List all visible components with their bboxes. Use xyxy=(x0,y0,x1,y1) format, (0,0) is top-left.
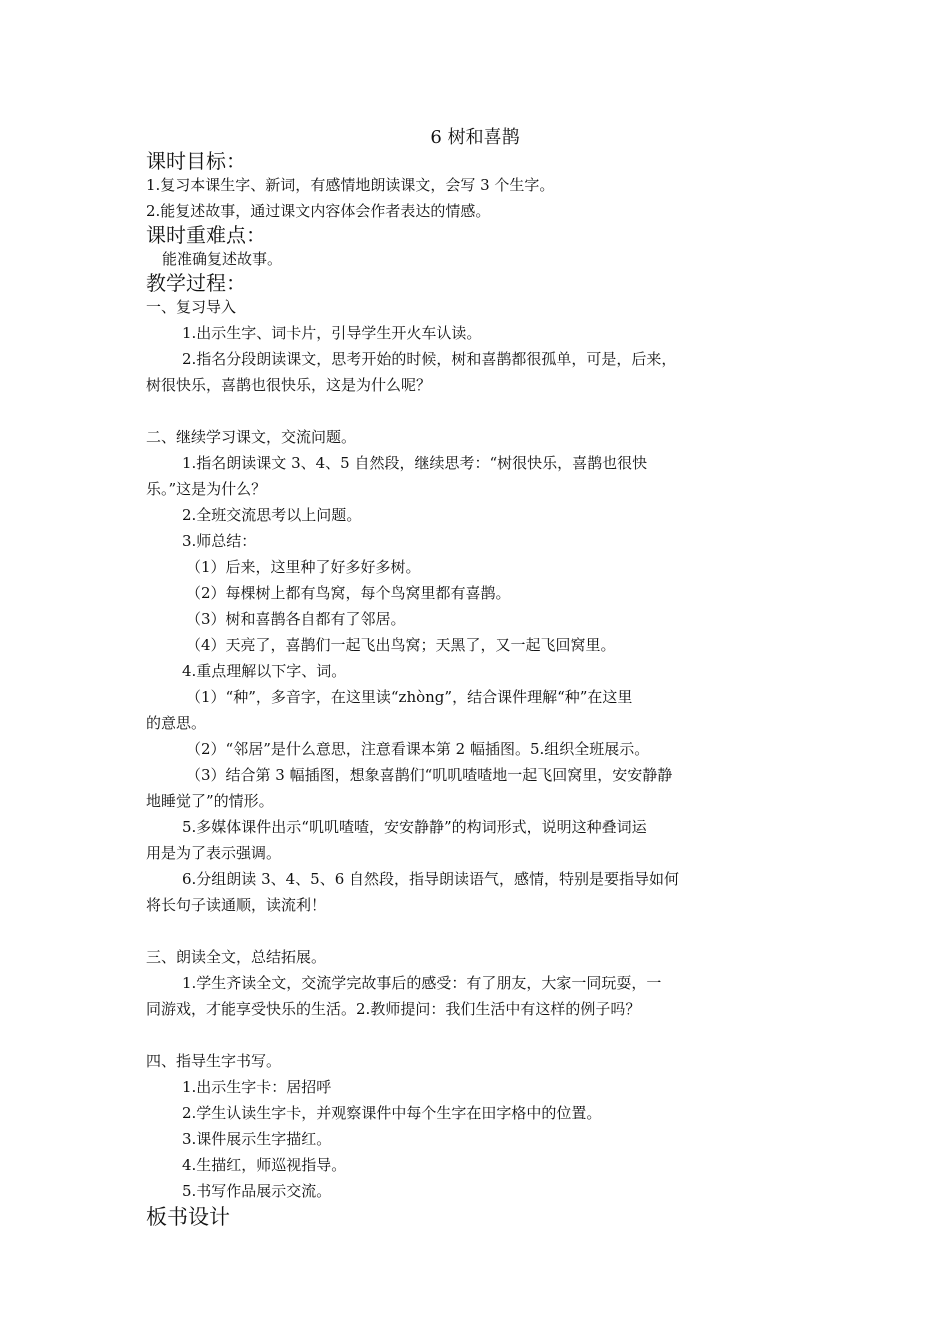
word-item: 的意思。 xyxy=(146,714,207,732)
paragraph-line: 2.学生认读生字卡，并观察课件中每个生字在田字格中的位置。 xyxy=(182,1104,602,1122)
paragraph-line: 1.出示生字、词卡片，引导学生开火车认读。 xyxy=(182,324,482,342)
summary-item: （1）后来，这里种了好多好多树。 xyxy=(186,558,421,576)
paragraph-line: 2.全班交流思考以上问题。 xyxy=(182,506,362,524)
paragraph-line: 2.指名分段朗读课文，思考开始的时候，树和喜鹊都很孤单，可是，后来， xyxy=(182,350,677,368)
board-design-heading: 板书设计 xyxy=(146,1205,230,1229)
paragraph-line: 4.重点理解以下字、词。 xyxy=(182,662,347,680)
word-item: （1）“种”，多音字，在这里读“zhòng”，结合课件理解“种”在这里 xyxy=(186,688,633,706)
paragraph-line: 3.师总结： xyxy=(182,532,257,550)
summary-item: （3）树和喜鹊各自都有了邻居。 xyxy=(186,610,406,628)
paragraph-line: 用是为了表示强调。 xyxy=(146,844,282,862)
section-4-heading: 四、指导生字书写。 xyxy=(146,1052,282,1070)
key-points-heading: 课时重难点： xyxy=(146,223,266,247)
paragraph-line: 1.指名朗读课文 3、4、5 自然段，继续思考：“树很快乐，喜鹊也很快 xyxy=(182,454,648,472)
objective-item: 1.复习本课生字、新词，有感情地朗读课文，会写 3 个生字。 xyxy=(146,176,555,194)
section-2-heading: 二、继续学习课文，交流问题。 xyxy=(146,428,357,446)
process-heading: 教学过程： xyxy=(146,271,246,295)
paragraph-line: 5.书写作品展示交流。 xyxy=(182,1182,332,1200)
summary-item: （2）每棵树上都有鸟窝，每个鸟窝里都有喜鹊。 xyxy=(186,584,511,602)
paragraph-line: 4.生描红，师巡视指导。 xyxy=(182,1156,347,1174)
summary-item: （4）天亮了，喜鹊们一起飞出鸟窝；天黑了，又一起飞回窝里。 xyxy=(186,636,616,654)
document-title: 6 树和喜鹊 xyxy=(430,127,520,148)
paragraph-line: 乐。”这是为什么？ xyxy=(146,480,267,498)
paragraph-line: 树很快乐，喜鹊也很快乐，这是为什么呢？ xyxy=(146,376,432,394)
word-item: 地睡觉了”的情形。 xyxy=(146,792,274,810)
paragraph-line: 1.学生齐读全文，交流学完故事后的感受：有了朋友，大家一同玩耍，一 xyxy=(182,974,662,992)
section-3-heading: 三、朗读全文，总结拓展。 xyxy=(146,948,327,966)
word-item: （3）结合第 3 幅插图，想象喜鹊们“叽叽喳喳地一起飞回窝里，安安静静 xyxy=(186,766,673,784)
paragraph-line: 5.多媒体课件出示“叽叽喳喳，安安静静”的构词形式，说明这种叠词运 xyxy=(182,818,647,836)
objective-item: 2.能复述故事，通过课文内容体会作者表达的情感。 xyxy=(146,202,491,220)
paragraph-line: 同游戏，才能享受快乐的生活。2.教师提问：我们生活中有这样的例子吗？ xyxy=(146,1000,641,1018)
paragraph-line: 3.课件展示生字描红。 xyxy=(182,1130,332,1148)
paragraph-line: 1.出示生字卡：居招呼 xyxy=(182,1078,332,1096)
word-item: （2）“邻居”是什么意思，注意看课本第 2 幅插图。5.组织全班展示。 xyxy=(186,740,650,758)
section-1-heading: 一、复习导入 xyxy=(146,298,237,316)
paragraph-line: 6.分组朗读 3、4、5、6 自然段，指导朗读语气，感情，特别是要指导如何 xyxy=(182,870,680,888)
paragraph-line: 将长句子读通顺，读流利！ xyxy=(146,896,327,914)
key-points-text: 能准确复述故事。 xyxy=(162,250,283,268)
objectives-heading: 课时目标： xyxy=(146,149,246,173)
document-body xyxy=(146,150,826,1230)
